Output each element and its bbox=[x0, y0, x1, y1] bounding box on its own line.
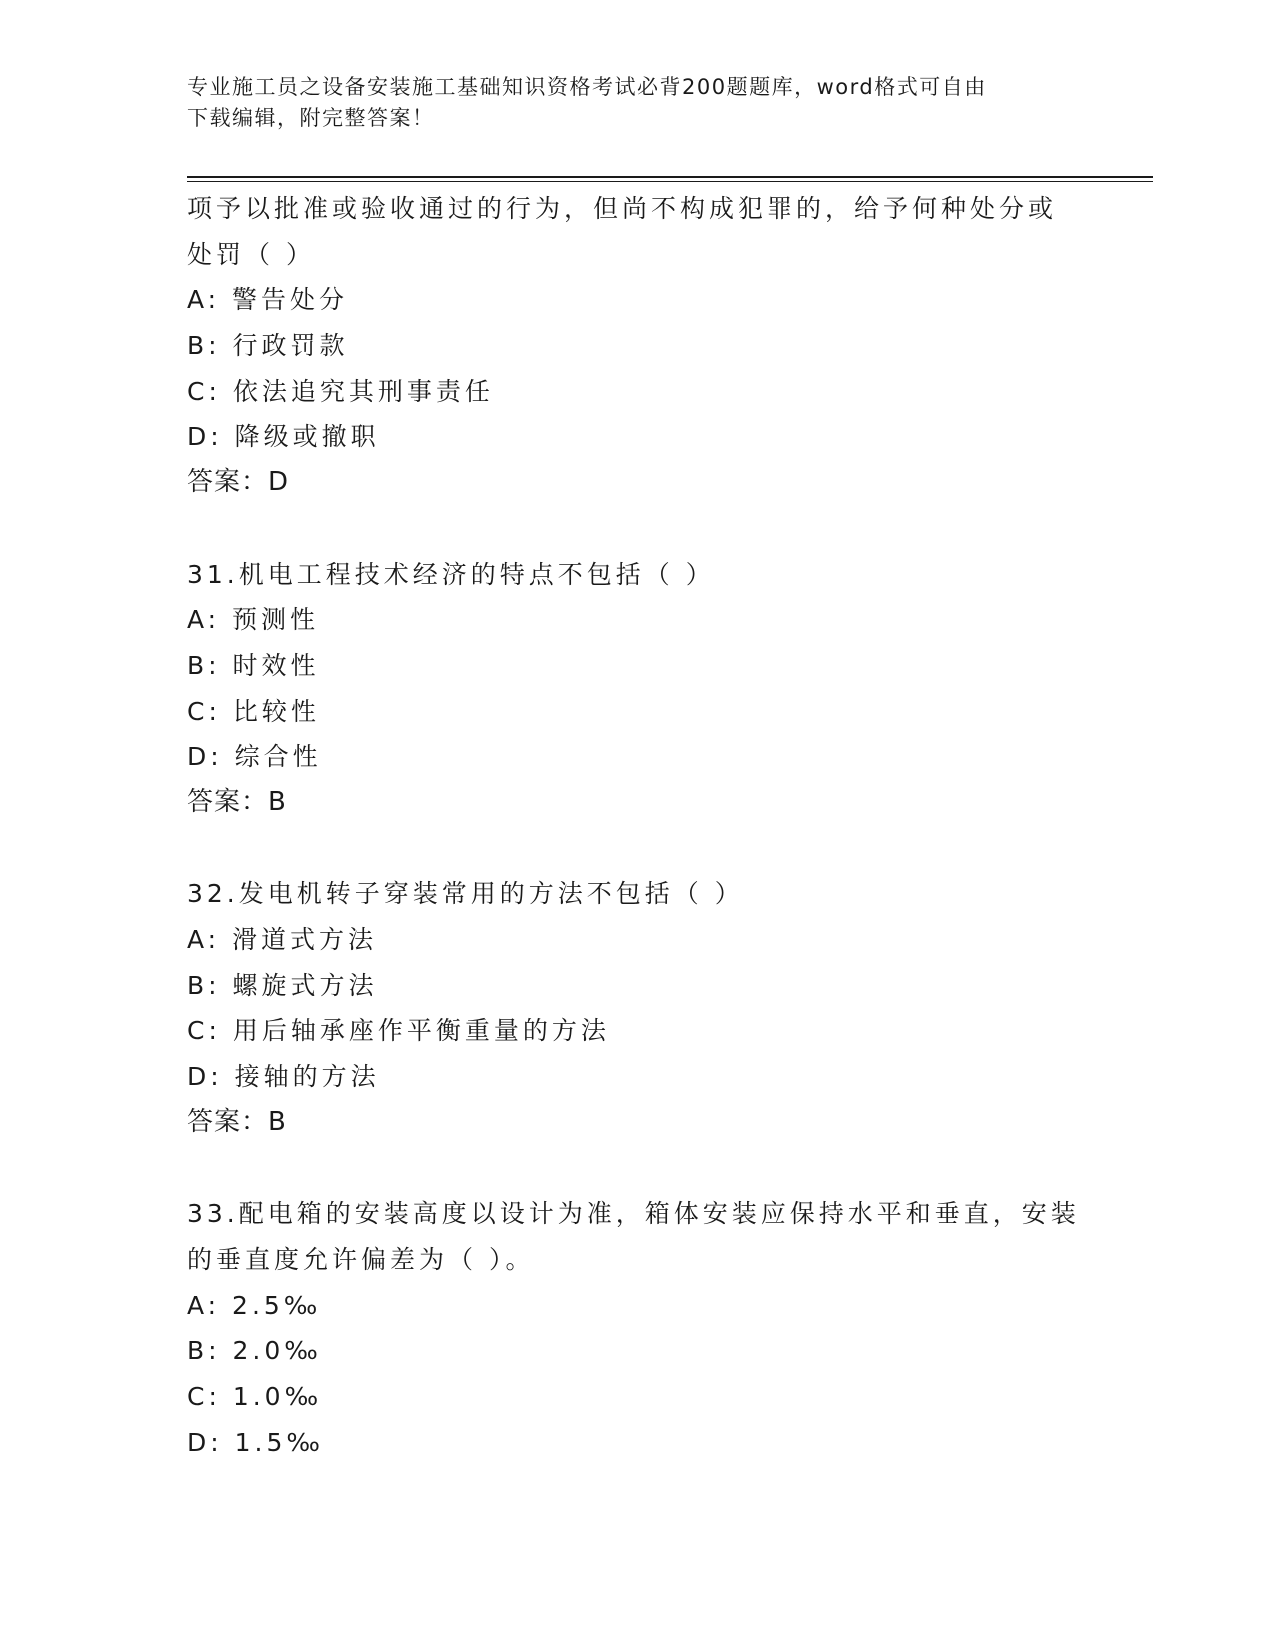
header-rule-thick bbox=[187, 176, 1153, 178]
option-d: D: 综合性 bbox=[187, 742, 322, 772]
option-c: C: 用后轴承座作平衡重量的方法 bbox=[187, 1016, 610, 1046]
option-a: A: 警告处分 bbox=[187, 285, 349, 315]
question-33 bbox=[187, 1191, 1147, 1465]
option-d: D: 降级或撤职 bbox=[187, 422, 380, 452]
question-text: 项予以批准或验收通过的行为，但尚不构成犯罪的，给予何种处分或 bbox=[187, 194, 1058, 223]
header-line-2: 下载编辑，附完整答案！ bbox=[187, 106, 435, 130]
question-text: 处罚（ ） bbox=[187, 239, 315, 269]
question-text: 的垂直度允许偏差为（ ）。 bbox=[187, 1244, 535, 1274]
header-line-1: 专业施工员之设备安装施工基础知识资格考试必背200题题库，word格式可自由 bbox=[187, 75, 987, 99]
page-header bbox=[187, 72, 1087, 134]
question-text: 33.配电箱的安装高度以设计为准，箱体安装应保持水平和垂直，安装 bbox=[187, 1199, 1080, 1229]
header-rule-thin bbox=[187, 181, 1153, 182]
question-31 bbox=[187, 552, 1147, 826]
answer-line: 答案：B bbox=[187, 786, 287, 817]
spacer bbox=[187, 506, 1147, 552]
option-d: D: 1.5‰ bbox=[187, 1427, 324, 1457]
answer-line: 答案：D bbox=[187, 467, 290, 498]
question-text: 31.机电工程技术经济的特点不包括（ ） bbox=[187, 559, 715, 589]
option-c: C: 依法追究其刑事责任 bbox=[187, 376, 494, 406]
option-a: A: 预测性 bbox=[187, 605, 320, 635]
option-b: B: 螺旋式方法 bbox=[187, 970, 378, 1000]
option-b: B: 2.0‰ bbox=[187, 1336, 322, 1366]
option-c: C: 比较性 bbox=[187, 696, 320, 726]
question-32 bbox=[187, 871, 1147, 1145]
option-d: D: 接轴的方法 bbox=[187, 1062, 380, 1092]
spacer bbox=[187, 826, 1147, 872]
option-b: B: 时效性 bbox=[187, 650, 320, 680]
spacer bbox=[187, 1145, 1147, 1191]
question-30 bbox=[187, 186, 1147, 506]
option-a: A: 2.5‰ bbox=[187, 1290, 322, 1320]
option-b: B: 行政罚款 bbox=[187, 331, 349, 361]
question-list bbox=[187, 186, 1147, 1465]
option-a: A: 滑道式方法 bbox=[187, 925, 378, 954]
question-text: 32.发电机转子穿装常用的方法不包括（ ） bbox=[187, 879, 744, 909]
answer-line: 答案：B bbox=[187, 1106, 287, 1137]
option-c: C: 1.0‰ bbox=[187, 1381, 323, 1411]
